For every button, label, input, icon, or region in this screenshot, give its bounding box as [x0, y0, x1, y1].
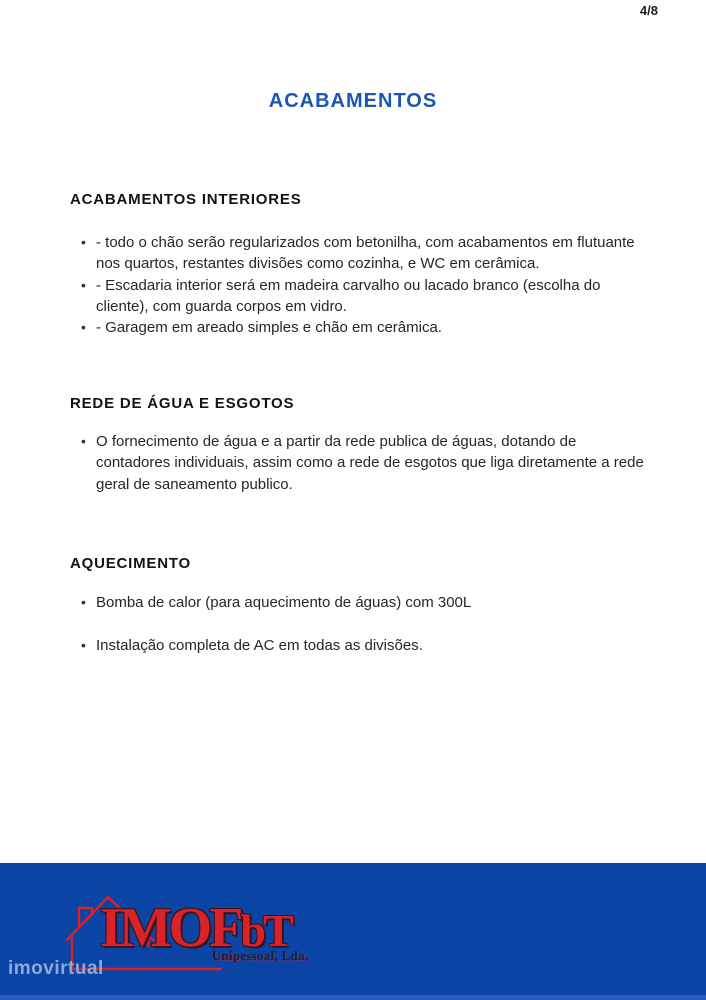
logo-subtitle: Unipessoal, Lda.: [212, 949, 309, 963]
page-number: 4/8: [639, 3, 658, 18]
list-item: • Instalação completa de AC em todas as divisões.: [96, 635, 644, 656]
list-item: • - Garagem em areado simples e chão em cerâmica.: [96, 317, 644, 338]
section-heading: REDE DE ÁGUA E ESGOTOS: [70, 395, 295, 412]
section-aquecimento: [70, 555, 645, 679]
list-item: • Bomba de calor (para aquecimento de águas) com 300L: [96, 592, 644, 613]
bullet-list: [70, 431, 644, 495]
list-item: • - Escadaria interior será em madeira carvalho ou lacado branco (escolha do cliente), com guarda corpos em vidro.: [96, 275, 644, 318]
footer-bottom-edge: [0, 995, 706, 1000]
bullet-list: [70, 232, 644, 338]
section-heading: AQUECIMENTO: [70, 555, 192, 572]
section-rede-agua-esgotos: [70, 395, 645, 495]
section-heading: ACABAMENTOS INTERIORES: [70, 191, 302, 208]
footer-band: [0, 863, 706, 1000]
logo-text-main: IMOF: [100, 897, 241, 959]
imovirtual-watermark: imovirtual: [8, 958, 104, 979]
section-acabamentos-interiores: [70, 191, 645, 338]
list-item: • - todo o chão serão regularizados com betonilha, com acabamentos em flutuante nos quartos, restantes divisões como cozinha, e WC em cerâmica.: [96, 232, 644, 275]
page-title: ACABAMENTOS: [268, 90, 438, 112]
logo-text-tail: bT: [240, 905, 291, 956]
bullet-list: [70, 592, 644, 657]
list-item: • O fornecimento de água e a partir da rede publica de águas, dotando de contadores individuais, assim como a rede de esgotos que liga diretamente a rede geral de saneamento publico.: [96, 431, 644, 495]
